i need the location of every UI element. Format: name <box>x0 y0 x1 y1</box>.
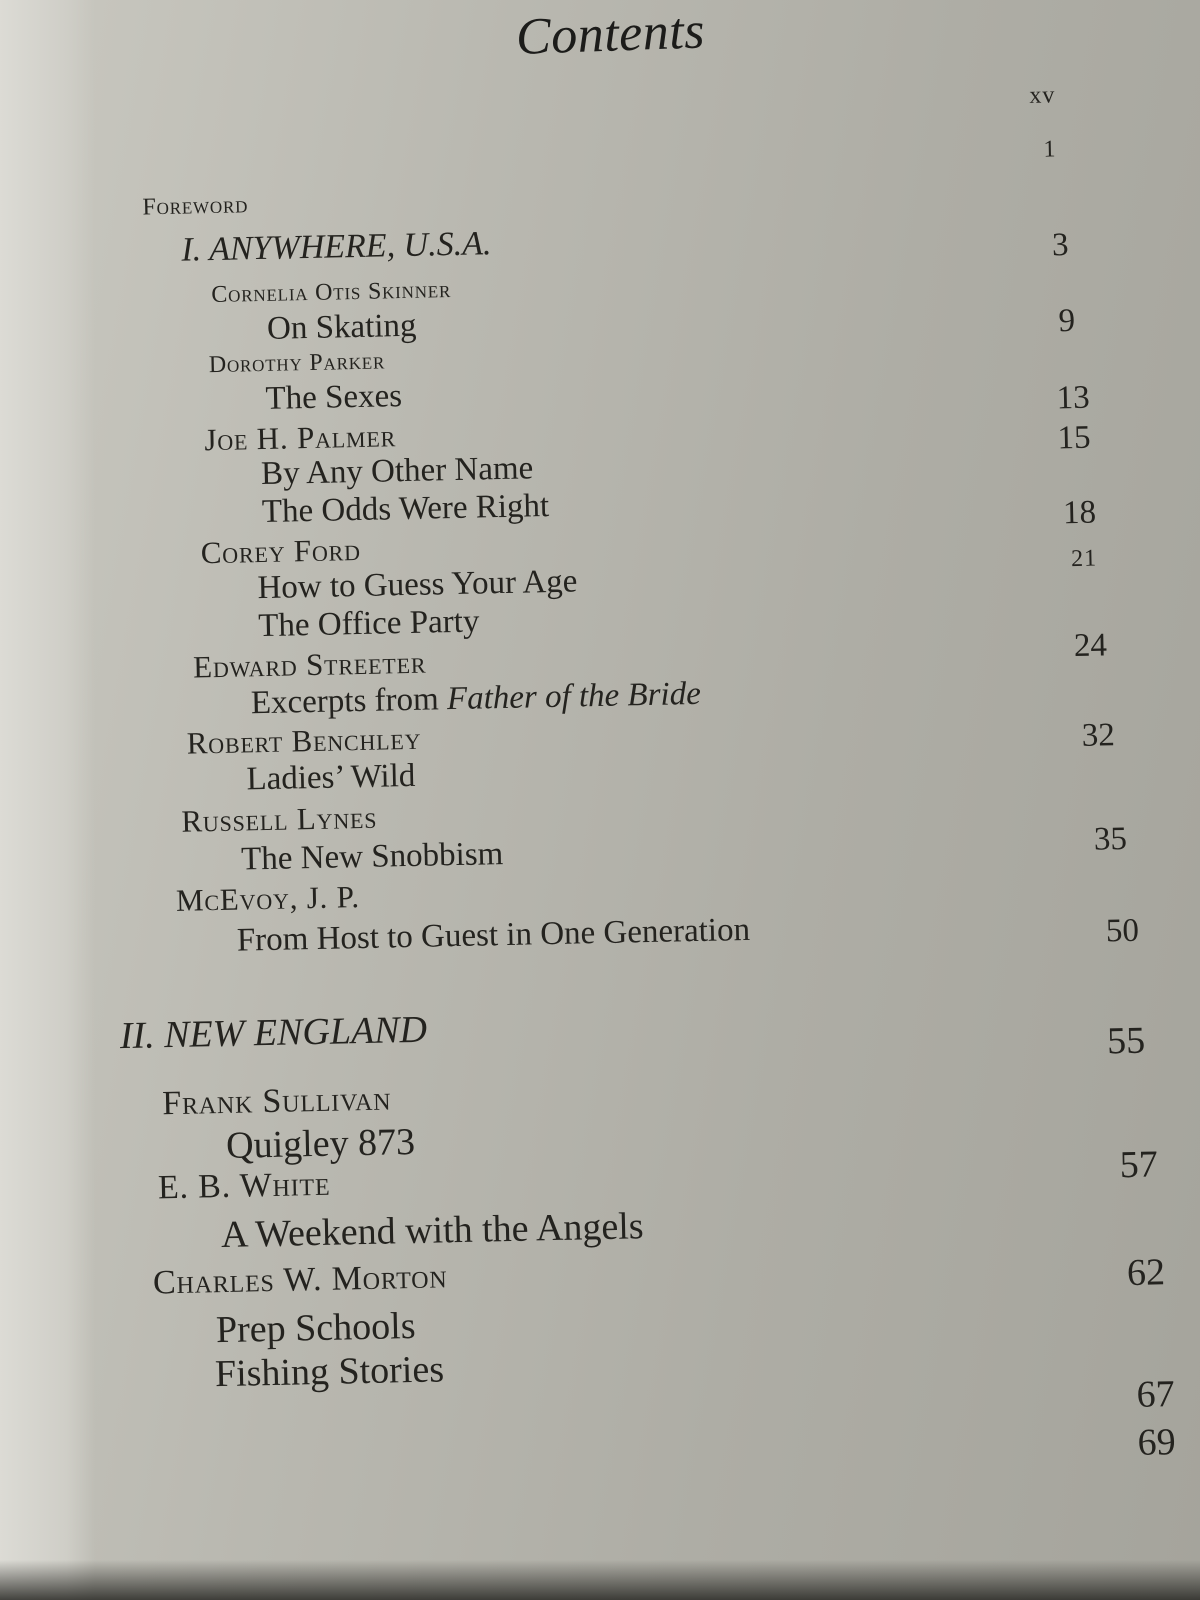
page-number: 24 <box>1073 627 1108 665</box>
toc-author: Frank Sullivan <box>161 1080 392 1123</box>
page-number: 9 <box>1058 302 1076 340</box>
page-number-section2: 55 <box>1106 1019 1146 1063</box>
toc-work-title: Prep Schools <box>215 1304 416 1352</box>
page-number: 50 <box>1105 912 1140 950</box>
toc-author: Cornelia Otis Skinner <box>211 277 452 309</box>
toc-author: Joe H. Palmer <box>204 418 397 458</box>
toc-author: McEvoy, J. P. <box>175 879 361 918</box>
page-number: 69 <box>1137 1421 1177 1464</box>
toc-author: Edward Streeter <box>192 644 427 685</box>
toc-work-title: On Skating <box>266 307 417 347</box>
page-number-foreword: xv <box>1029 82 1056 109</box>
toc-author: Russell Lynes <box>180 799 378 839</box>
toc-work-title: Excerpts from Father of the Bride <box>250 675 702 722</box>
page-number: 15 <box>1057 419 1091 457</box>
toc-author: E. B. White <box>157 1165 331 1207</box>
section-heading-2: II. NEW ENGLAND <box>119 1008 428 1058</box>
page-bottom-shadow <box>0 1560 1200 1600</box>
page-number: 21 <box>1070 545 1098 573</box>
toc-author: Dorothy Parker <box>208 348 386 379</box>
contents-title: Contents <box>515 2 706 66</box>
toc-work-title: Fishing Stories <box>214 1348 445 1396</box>
italic-book-title: Father of the Bride <box>446 675 702 718</box>
page-number: 13 <box>1056 379 1091 417</box>
toc-work-title: Ladies’ Wild <box>246 757 416 798</box>
page-number: 3 <box>1051 227 1069 264</box>
toc-work-title: The New Snobbism <box>240 836 504 878</box>
toc-work-title: The Sexes <box>265 378 403 417</box>
toc-work-title: How to Guess Your Age <box>257 563 578 607</box>
page-number: 35 <box>1093 820 1128 858</box>
toc-work-title: From Host to Guest in One Generation <box>236 911 751 959</box>
toc-work-title: Quigley 873 <box>225 1120 416 1167</box>
page-number: 57 <box>1119 1143 1159 1187</box>
toc-author: Charles W. Morton <box>152 1258 448 1302</box>
toc-work-title: The Office Party <box>257 603 480 645</box>
page-number: 62 <box>1126 1251 1166 1295</box>
page-number-section1: 1 <box>1043 136 1057 163</box>
toc-author: Corey Ford <box>200 531 362 571</box>
page-number: 18 <box>1062 494 1097 532</box>
toc-author: Robert Benchley <box>186 720 422 761</box>
toc-foreword: Foreword <box>142 192 249 221</box>
toc-work-title: By Any Other Name <box>260 450 534 493</box>
section-heading-1: I. ANYWHERE, U.S.A. <box>181 225 492 269</box>
toc-work-title: A Weekend with the Angels <box>220 1205 644 1257</box>
page-number: 32 <box>1081 717 1116 754</box>
toc-work-title: The Odds Were Right <box>261 488 550 531</box>
page-number: 67 <box>1136 1373 1176 1416</box>
